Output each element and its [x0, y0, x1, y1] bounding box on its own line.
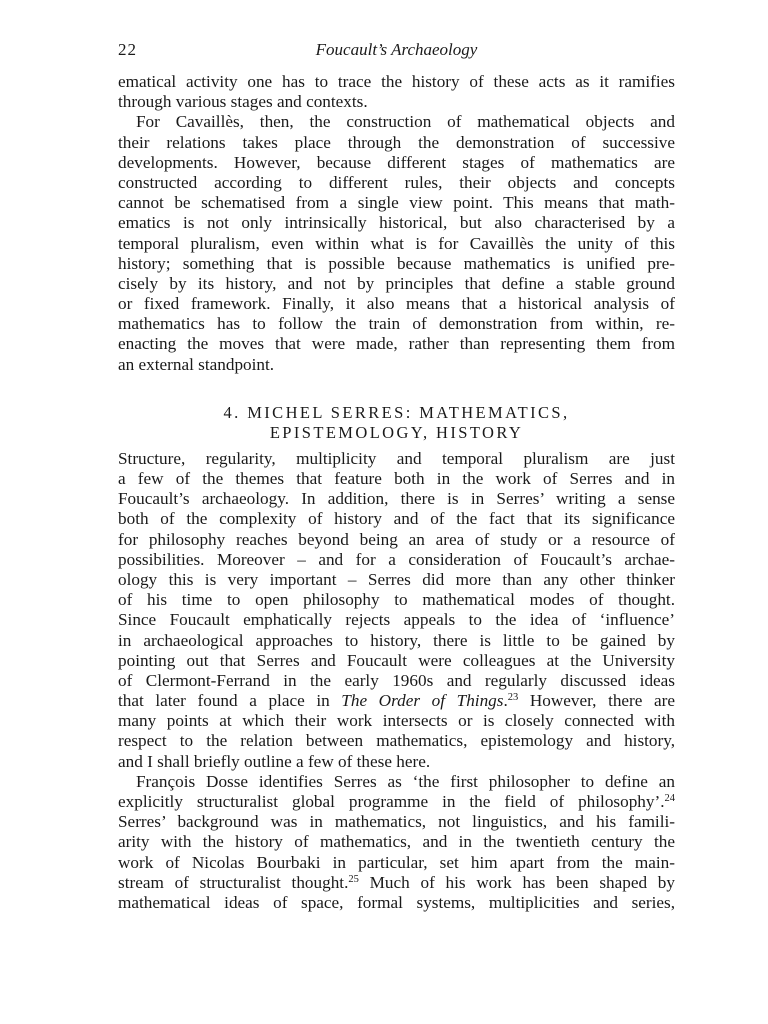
- text-line: ematics is not only intrinsically historical, but also characterised by a: [118, 213, 675, 233]
- page-number: 22: [118, 40, 137, 59]
- text-line: work of Nicolas Bourbaki in particular, set him apart from the main-: [118, 852, 675, 872]
- text-line: pointing out that Serres and Foucault were colleagues at the University: [118, 650, 675, 670]
- text-line: history; something that is possible because mathematics is unified pre-: [118, 253, 675, 273]
- text-line: their relations takes place through the demonstration of successive: [118, 132, 675, 152]
- footnote-marker-23[interactable]: 23: [507, 692, 519, 704]
- text-line: cannot be schematised from a single view point. This means that math-: [118, 193, 675, 213]
- text-line: temporal pluralism, even within what is for Cavaillès the unity of this: [118, 233, 675, 253]
- text-line: cisely by its history, and not by principles that define a stable ground: [118, 273, 675, 293]
- book-title: The Order of Things: [341, 691, 504, 711]
- text-line: arity with the history of mathematics, and in the twentieth century the: [118, 832, 675, 852]
- text-line: [118, 792, 675, 812]
- text-line: of Clermont-Ferrand in the early 1960s and regularly discussed ideas: [118, 670, 675, 690]
- section-heading-line: EPISTEMOLOGY, HISTORY: [269, 422, 524, 442]
- text-line: For Cavaillès, then, the construction of mathematical objects and: [136, 112, 675, 132]
- text-line: of his time to open philosophy to mathematical modes of thought.: [118, 590, 675, 610]
- text-run: However, there are: [518, 691, 676, 711]
- text-line: ematical activity one has to trace the history of these acts as it ramifies: [118, 72, 675, 91]
- running-title: Foucault’s Archaeology: [315, 40, 478, 59]
- text-line: or fixed framework. Finally, it also means that a historical analysis of: [118, 294, 675, 314]
- text-line: Since Foucault emphatically rejects appeals to the idea of ‘influence’: [118, 610, 675, 630]
- text-run: Much of his work has been shaped by: [358, 872, 675, 892]
- text-run: stream of structuralist thought.: [118, 872, 349, 892]
- text-line: possibilities. Moreover – and for a consideration of Foucault’s archae-: [118, 549, 675, 569]
- text-line: mathematical ideas of space, formal systems, multiplicities and series,: [118, 892, 675, 912]
- paragraph-dosse: [118, 772, 675, 913]
- text-line: François Dosse identifies Serres as ‘the first philosopher to define an: [136, 771, 675, 791]
- footnote-marker-25[interactable]: 25: [348, 873, 359, 885]
- text-line: respect to the relation between mathematics, epistemology and history,: [118, 731, 675, 751]
- paragraph-continued: [118, 72, 675, 112]
- text-line: many points at which their work intersects or is closely connected with: [118, 711, 675, 731]
- book-page: [118, 40, 675, 913]
- text-line: Foucault’s archaeology. In addition, there is in Serres’ writing a sense: [118, 489, 675, 509]
- text-line: both of the complexity of history and of the fact that its significance: [118, 509, 675, 529]
- text-run: .: [503, 691, 508, 711]
- text-line: mathematics has to follow the train of demonstration from within, re-: [118, 314, 675, 334]
- section-heading-line: 4. MICHEL SERRES: MATHEMATICS,: [223, 402, 570, 422]
- text-line: ology this is very important – Serres did more than any other thinker: [118, 569, 675, 589]
- text-line: [118, 873, 675, 893]
- running-head: [118, 40, 675, 66]
- section-heading: [118, 403, 675, 443]
- text-line: [118, 691, 675, 711]
- text-line: Serres’ background was in mathematics, not linguistics, and his famili-: [118, 812, 675, 832]
- text-line: for philosophy reaches beyond being an area of study or a resource of: [118, 529, 675, 549]
- text-line: an external standpoint.: [118, 354, 275, 374]
- footnote-marker-24[interactable]: 24: [664, 793, 675, 804]
- text-line: Structure, regularity, multiplicity and temporal pluralism are just: [118, 448, 675, 468]
- text-run: that later found a place in: [118, 691, 342, 711]
- text-line: in archaeological approaches to history, there is little to be gained by: [118, 630, 675, 650]
- text-line: through various stages and contexts.: [118, 92, 368, 112]
- text-line: developments. However, because different stages of mathematics are: [118, 152, 675, 172]
- paragraph-serres-themes: [118, 449, 675, 772]
- text-line: a few of the themes that feature both in the work of Serres and in: [118, 469, 675, 488]
- paragraph-cavailles: [118, 112, 675, 374]
- text-line: and I shall briefly outline a few of these here.: [118, 751, 431, 771]
- text-line: enacting the moves that were made, rather than representing them from: [118, 334, 675, 354]
- text-line: constructed according to different rules, their objects and concepts: [118, 172, 675, 192]
- text-run: explicitly structuralist global programme in the field of philosophy’.: [118, 792, 665, 811]
